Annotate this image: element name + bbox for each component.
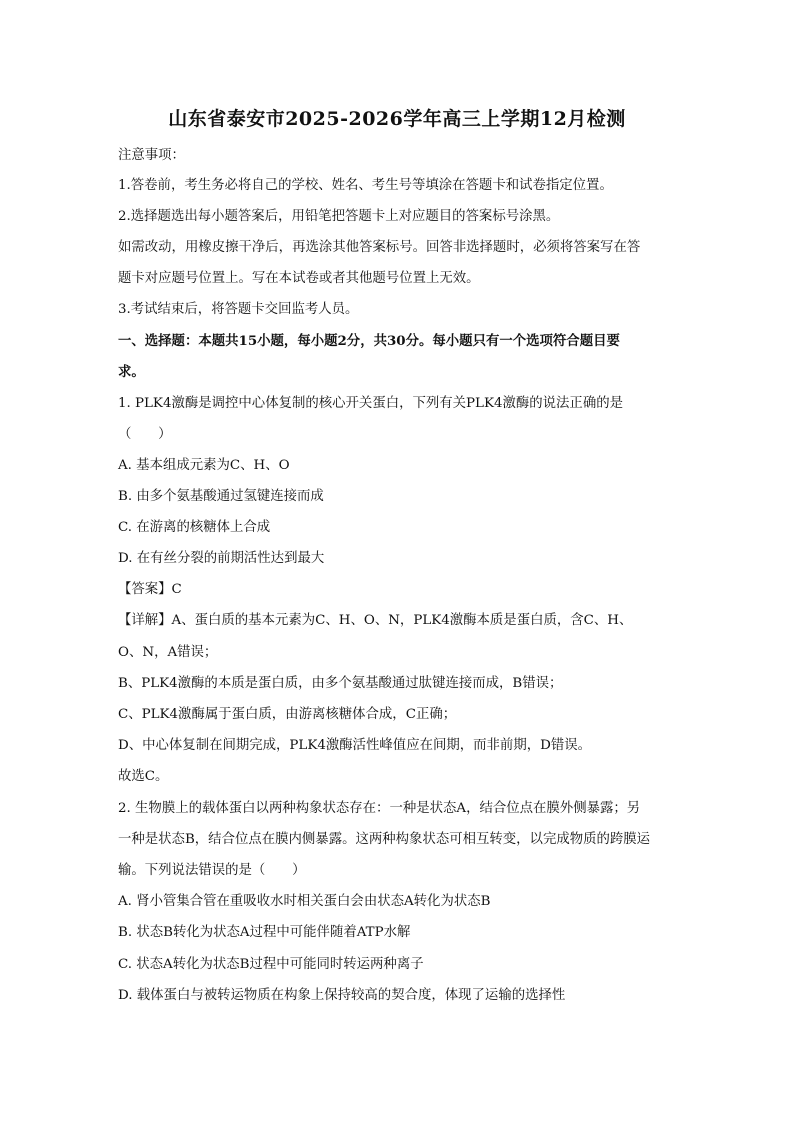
question-2-stem: 输。下列说法错误的是（ ） (118, 863, 306, 878)
notice-item: 2.选择题选出每小题答案后，用铅笔把答题卡上对应题目的答案标号涂黑。 (118, 209, 560, 224)
notice-item: 题卡对应题号位置上。写在本试卷或者其他题号位置上无效。 (118, 271, 480, 286)
question-1-conclusion: 故选C。 (118, 769, 169, 784)
question-1-analysis: O、N，A错误； (118, 645, 218, 660)
question-1-analysis: 【详解】A、蛋白质的基本元素为C、H、O、N，PLK4激酶本质是蛋白质，含C、H、 (118, 613, 633, 628)
question-1-stem: 1. PLK4激酶是调控中心体复制的核心开关蛋白，下列有关PLK4激酶的说法正确的是 (118, 396, 623, 411)
question-2-option-b: B. 状态B转化为状态A过程中可能伴随着ATP水解 (118, 925, 411, 940)
question-1-option-a: A. 基本组成元素为C、H、O (118, 458, 290, 473)
question-1-analysis: C、PLK4激酶属于蛋白质，由游离核糖体合成，C正确； (118, 707, 457, 722)
page-title: 山东省泰安市2025-2026学年高三上学期12月检测 (168, 108, 626, 130)
question-1-analysis: B、PLK4激酶的本质是蛋白质，由多个氨基酸通过肽键连接而成，B错误； (118, 676, 563, 691)
question-1-stem-paren: （ ） (118, 427, 172, 442)
section-heading-cont: 求。 (118, 364, 145, 380)
question-1-option-d: D. 在有丝分裂的前期活性达到最大 (118, 551, 325, 566)
notice-heading: 注意事项： (118, 148, 185, 163)
question-2-stem: 一种是状态B，结合位点在膜内侧暴露。这两种构象状态可相互转变，以完成物质的跨膜运 (118, 832, 651, 847)
question-1-option-b: B. 由多个氨基酸通过氢键连接而成 (118, 489, 324, 504)
notice-item: 如需改动，用橡皮擦干净后，再选涂其他答案标号。回答非选择题时，必须将答案写在答 (118, 240, 641, 255)
question-1-option-c: C. 在游离的核糖体上合成 (118, 520, 271, 535)
question-2-option-c: C. 状态A转化为状态B过程中可能同时转运两种离子 (118, 957, 424, 972)
question-2-option-d: D. 载体蛋白与被转运物质在构象上保持较高的契合度，体现了运输的选择性 (118, 988, 566, 1003)
notice-item: 3.考试结束后，将答题卡交回监考人员。 (118, 302, 359, 317)
question-1-analysis: D、中心体复制在间期完成，PLK4激酶活性峰值应在间期，而非前期，D错误。 (118, 738, 592, 753)
question-1-answer: 【答案】C (118, 582, 182, 597)
question-2-option-a: A. 肾小管集合管在重吸收水时相关蛋白会由状态A转化为状态B (118, 894, 491, 909)
section-heading: 一、选择题：本题共15小题，每小题2分，共30分。每小题只有一个选项符合题目要 (118, 333, 620, 349)
question-2-stem: 2. 生物膜上的载体蛋白以两种构象状态存在：一种是状态A，结合位点在膜外侧暴露；另 (118, 801, 641, 816)
notice-item: 1.答卷前，考生务必将自己的学校、姓名、考生号等填涂在答题卡和试卷指定位置。 (118, 178, 613, 193)
